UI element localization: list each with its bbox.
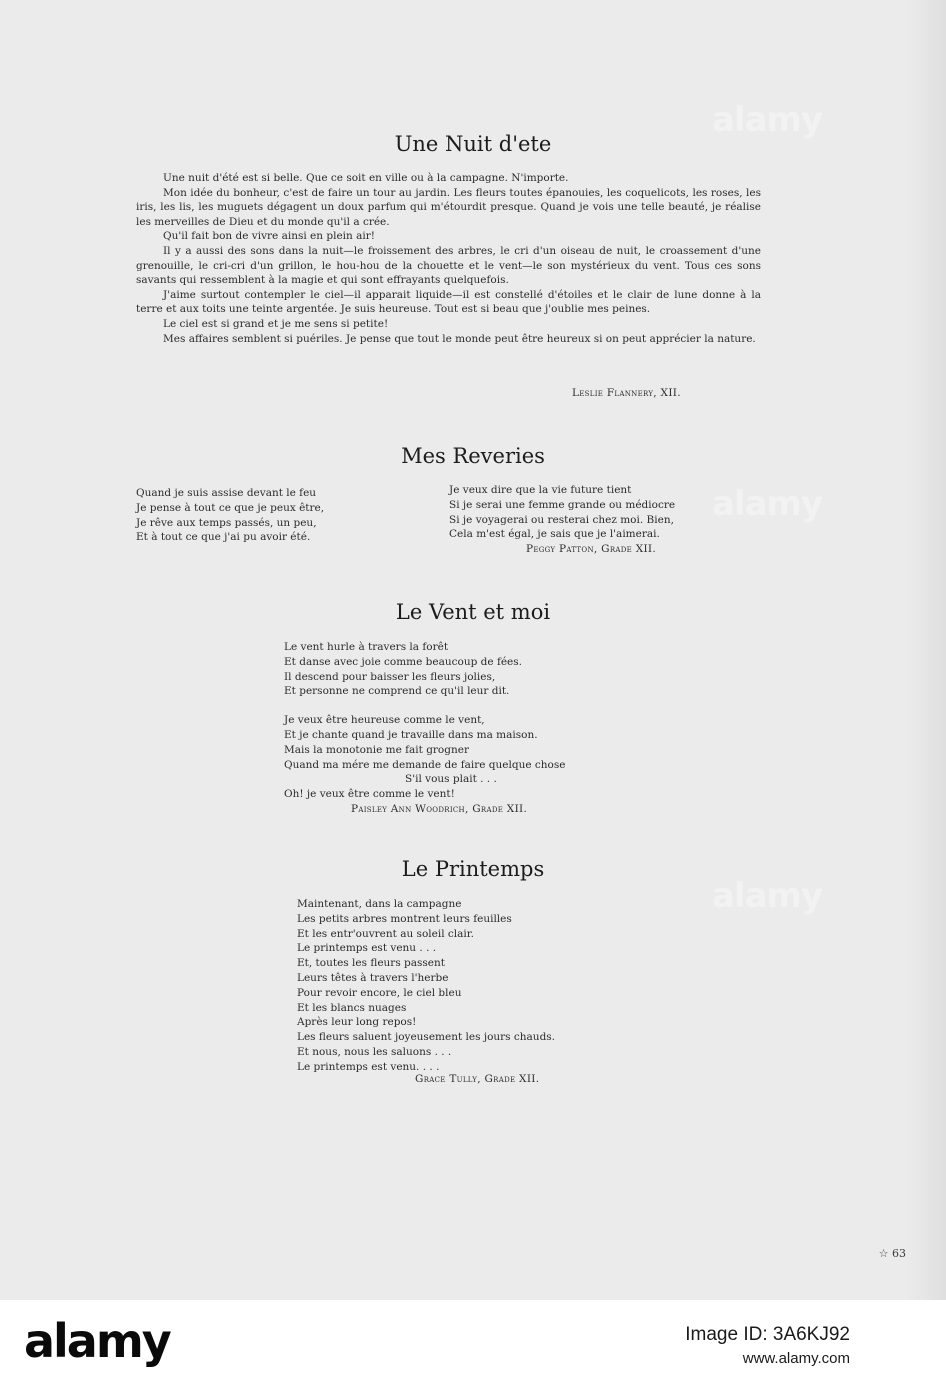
printemps-poem [297,897,555,1075]
verse-line: Pour revoir encore, le ciel bleu [297,986,462,999]
verse-line: Le printemps est venu . . . [297,942,437,955]
verse-line: Le vent hurle à travers la forêt [284,641,449,653]
watermark: alamy [712,100,823,140]
paragraph: Qu'il fait bon de vivre ainsi en plein air! [163,230,375,243]
paragraph: Le ciel est si grand et je me sens si petite! [163,317,389,330]
reveries-right-column [449,483,675,542]
verse-line: Les petits arbres montrent leurs feuilles [297,912,512,925]
verse-line: Je rêve aux temps passés, un peu, [136,516,317,529]
verse-line: Mais la monotonie me fait grogner [284,743,469,756]
verse-line: Leurs têtes à travers l'herbe [297,971,449,984]
verse-line: Et personne ne comprend ce qu'il leur dit. [284,685,510,698]
vent-poem [284,640,565,802]
paragraph: J'aime surtout contempler le ciel—il apparait liquide—il est constellé d'étoiles et le clair de lune donne à la terre et aux toits une teinte argentée. Je suis heureuse. Tout est si beau que j'oublie mes peines. [136,288,761,316]
verse-line: Je veux être heureuse comme le vent, [284,714,485,727]
stanza-gap [284,699,565,713]
verse-line: Je pense à tout ce que je peux être, [136,501,325,514]
verse-line: Oh! je veux être comme le vent! [284,788,455,801]
une-nuit-prose [136,171,761,346]
verse-line: Et je chante quand je travaille dans ma maison. [284,728,538,741]
verse-line: Si je serai une femme grande ou médiocre [449,498,676,511]
verse-line: Quand je suis assise devant le feu [136,487,317,499]
verse-line: Quand ma mére me demande de faire quelque chose [284,758,566,771]
verse-line: Le printemps est venu. . . . [297,1060,440,1073]
watermark: alamy [712,876,823,916]
verse-line: Et à tout ce que j'ai pu avoir été. [136,531,311,544]
verse-line: Et nous, nous les saluons . . . [297,1045,452,1058]
verse-line: Maintenant, dans la campagne [297,898,462,910]
image-id: Image ID: 3A6KJ92 [685,1324,850,1345]
watermark: alamy [712,484,823,524]
verse-line: Après leur long repos! [297,1016,417,1029]
author-signature: Peggy Patton, Grade XII. [526,543,657,555]
alamy-logo: alamy [24,1314,170,1368]
verse-line: Si je voyagerai ou resterai chez moi. Bien, [449,513,674,526]
verse-line: Et danse avec joie comme beaucoup de fées. [284,655,522,668]
reveries-left-column [136,486,324,545]
page-number: ☆ 63 [878,1247,906,1260]
verse-line: Et, toutes les fleurs passent [297,957,445,970]
section-title-une-nuit: Une Nuit d'ete [394,132,552,156]
section-title-le-vent: Le Vent et moi [395,600,551,624]
author-signature: Grace Tully, Grade XII. [415,1073,540,1085]
paragraph: Mon idée du bonheur, c'est de faire un tour au jardin. Les fleurs toutes épanouies, les coquelicots, les roses, les iris, les lis, les muguets dégagent un doux parfum qui m'étourdit presque. Quand je vois une telle beauté, je réalise les merveilles de Dieu et du monde qu'il a crée. [136,186,761,228]
author-signature: Paisley Ann Woodrich, Grade XII. [351,803,528,815]
section-title-le-printemps: Le Printemps [401,857,545,881]
verse-line: Je veux dire que la vie future tient [449,484,632,496]
site-url: www.alamy.com [742,1350,850,1367]
paragraph: Il y a aussi des sons dans la nuit—le froissement des arbres, le cri d'un oiseau de nuit, le croassement d'une grenouille, le cri-cri d'un grillon, le hou-hou de la chouette et le vent—le son mystérieux du vent. Tous ces sons savants qui ressemblent à la magie et qui sont effrayants quelquefois. [136,244,761,287]
paragraph: Une nuit d'été est si belle. Que ce soit en ville ou à la campagne. N'importe. [163,172,569,184]
paragraph: Mes affaires semblent si puériles. Je pense que tout le monde peut être heureux si on peut apprécier la nature. [163,332,756,345]
verse-line: Et les blancs nuages [297,1001,407,1014]
verse-line: Il descend pour baisser les fleurs jolies, [284,670,496,683]
verse-line-indented: S'il vous plait . . . [405,773,497,786]
stock-footer [0,1300,946,1390]
verse-line: Cela m'est égal, je sais que je l'aimerai. [449,528,660,541]
verse-line: Et les entr'ouvrent au soleil clair. [297,927,474,940]
author-signature: Leslie Flannery, XII. [572,387,681,399]
section-title-mes-reveries: Mes Reveries [401,444,545,468]
verse-line: Les fleurs saluent joyeusement les jours chauds. [297,1031,556,1044]
